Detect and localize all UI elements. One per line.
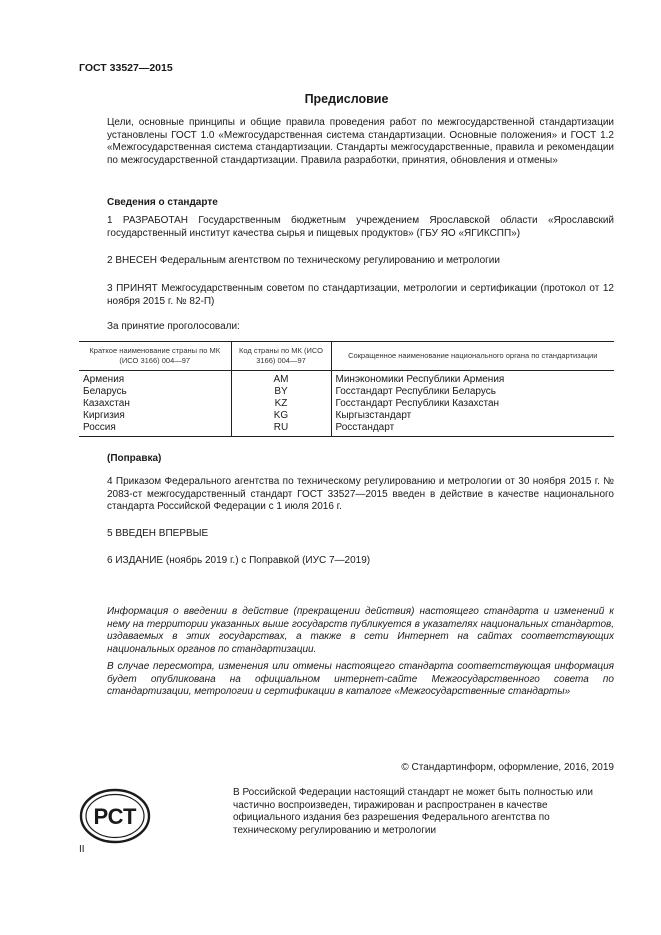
revision-paragraph: [79, 661, 614, 699]
info-paragraph-text: Информация о введении в действие (прекращении действия) настоящего стандарта и изменений к нему на территории указанных выше государств публикуется в указателях национальных стандартов, издаваемых в этих государствах, а также в сети Интернет на сайтах соответствующих национальных органов по стандартизации.: [107, 606, 614, 655]
table-row: [79, 410, 614, 422]
table-row: [79, 422, 614, 437]
intro-paragraph: [79, 117, 614, 167]
rst-certification-mark-icon: [79, 787, 151, 845]
code-cell: KZ: [231, 398, 331, 410]
page-title: Предисловие: [304, 92, 389, 106]
document-code: ГОСТ 33527—2015: [79, 62, 173, 74]
item-edition: [79, 555, 614, 568]
country-cell: Беларусь: [83, 386, 127, 397]
body-cell: Росстандарт: [331, 422, 614, 437]
section-heading: [79, 197, 614, 210]
item-enacted-text: 4 Приказом Федерального агентства по техническому регулированию и метрологии от 30 ноября 2015 г. № 2083-ст межгосударственный стандарт ГОСТ 33527—2015 введен в действие в качестве национального стандарта Российской Федерации с 1 июля 2016 г.: [107, 476, 614, 513]
item-submitted: [79, 255, 614, 268]
item-introduced-text: 5 ВВЕДЕН ВПЕРВЫЕ: [107, 528, 209, 539]
amendment-text: (Поправка): [107, 453, 162, 464]
voted-label: [79, 321, 614, 334]
code-cell: AM: [231, 371, 331, 387]
copyright-notice: [205, 787, 614, 837]
body-cell: Кыргызстандарт: [331, 410, 614, 422]
logo-lettering: РСТ: [93, 804, 137, 829]
table-row: [79, 386, 614, 398]
code-cell: BY: [231, 386, 331, 398]
table-row: [79, 398, 614, 410]
item-developed-text: 1 РАЗРАБОТАН Государственным бюджетным учреждением Ярославской области «Ярославский государственный институт качества сырья и пищевых продуктов» (ГБУ ЯО «ЯГИКСПП»): [107, 215, 614, 239]
copyright: © Стандартинформ, оформление, 2016, 2019: [401, 762, 614, 773]
voted-label-text: За принятие проголосовали:: [107, 321, 240, 332]
revision-paragraph-text: В случае пересмотра, изменения или отмены настоящего стандарта соответствующая информация будет опубликована на официальном интернет-сайте Межгосударственного совета по стандартизации, метрологии и сертификации в каталоге «Межгосударственные стандарты»: [107, 661, 614, 698]
code-cell: RU: [231, 422, 331, 437]
country-cell: Россия: [79, 422, 231, 437]
item-enacted: [79, 476, 614, 514]
body-cell: Минэкономики Республики Армения: [331, 371, 614, 387]
intro-text: Цели, основные принципы и общие правила проведения работ по межгосударственной стандартизации установлены ГОСТ 1.0 «Межгосударственная система стандартизации. Основные положения» и ГОСТ 1.2 «Межгосударственная система стандартизации. Стандарты межгосударственные, правила и рекомендации по межгосударственной стандартизации. Правила разработки, принятия, обновления и отмены»: [107, 117, 614, 166]
amendment-note: [79, 453, 614, 466]
page-number: II: [79, 844, 85, 855]
info-paragraph: [79, 606, 614, 656]
item-introduced: [79, 528, 614, 541]
column-header-body: Сокращенное наименование национального органа по стандартизации: [331, 342, 614, 371]
country-cell: Армения: [83, 374, 125, 385]
code-cell: KG: [231, 410, 331, 422]
country-cell: Киргизия: [83, 410, 125, 421]
voting-countries-table: [79, 341, 614, 437]
item-adopted: [79, 283, 614, 308]
column-header-country: Краткое наименование страны по МК (ИСО 3166) 004—97: [79, 342, 231, 371]
item-submitted-text: 2 ВНЕСЕН Федеральным агентством по техническому регулированию и метрологии: [107, 255, 500, 266]
body-cell: Госстандарт Республики Казахстан: [331, 398, 614, 410]
copyright-notice-text: В Российской Федерации настоящий стандарт не может быть полностью или частично воспроизведен, тиражирован и распространен в качестве официального издания без разрешения Федерального агентства по техническому регулированию и метрологии: [233, 787, 594, 836]
country-cell: Казахстан: [83, 398, 130, 409]
column-header-code: Код страны по МК (ИСО 3166) 004—97: [231, 342, 331, 371]
item-developed: [79, 215, 614, 240]
table-row: [79, 371, 614, 387]
item-edition-text: 6 ИЗДАНИЕ (ноябрь 2019 г.) с Поправкой (ИУС 7—2019): [107, 555, 371, 566]
item-adopted-text: 3 ПРИНЯТ Межгосударственным советом по стандартизации, метрологии и сертификации (протокол от 12 ноября 2015 г. № 82-П): [107, 283, 614, 307]
table-header-row: [79, 342, 614, 371]
body-cell: Госстандарт Республики Беларусь: [331, 386, 614, 398]
section-heading-text: Сведения о стандарте: [107, 197, 218, 208]
